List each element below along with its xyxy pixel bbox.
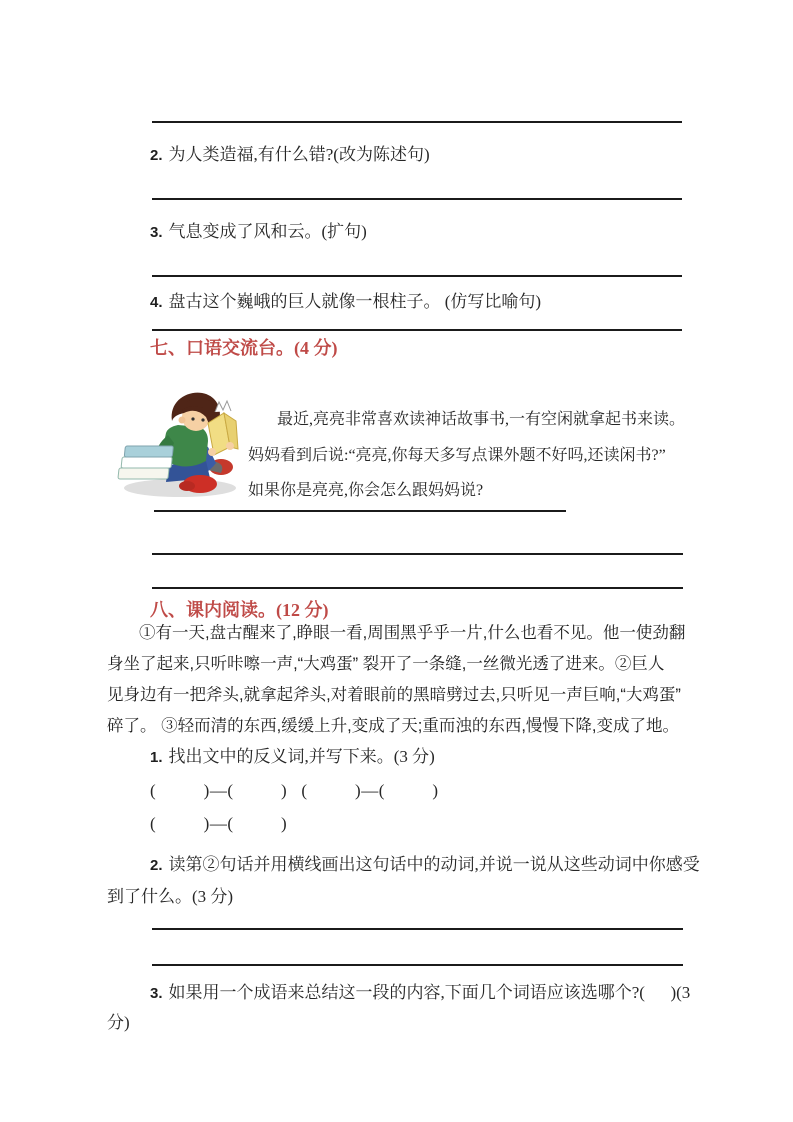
reading-question-2-number: 2.	[150, 857, 163, 874]
boy-figure	[118, 393, 238, 493]
answer-line-s7-1	[154, 510, 566, 512]
question-3-text: 气息变成了风和云。(扩句)	[168, 222, 367, 241]
passage-line-2: 身坐了起来,只听咔嚓一声,“大鸡蛋” 裂开了一条缝,一丝微光透了进来。②巨人	[107, 655, 665, 673]
question-2	[150, 144, 430, 167]
question-2-number: 2.	[150, 147, 163, 164]
reading-question-2-line-2	[107, 886, 233, 908]
reading-question-3-number: 3.	[150, 985, 163, 1002]
answer-line-s7-2	[152, 553, 683, 555]
reading-question-3-text-2: 分)	[107, 1013, 130, 1032]
reading-question-2-line-1	[150, 854, 700, 877]
reading-question-1-text: 找出文中的反义词,并写下来。(3 分)	[168, 747, 435, 766]
reading-question-3-line-1	[150, 982, 690, 1005]
section-7-heading: 七、口语交流台。(4 分)	[150, 338, 338, 358]
reading-question-3-text-1: 如果用一个成语来总结这一段的内容,下面几个词语应该选哪个?( )(3	[168, 983, 691, 1002]
book-stack	[118, 446, 173, 479]
answer-line-s7-3	[152, 587, 683, 589]
reading-question-3-line-2	[107, 1012, 130, 1034]
boy-reading-illustration	[108, 383, 240, 505]
reading-question-1	[150, 746, 435, 769]
dialogue-line-1: 最近,亮亮非常喜欢读神话故事书,一有空闲就拿起书来读。	[277, 411, 686, 428]
answer-line-q3	[152, 275, 682, 277]
answer-line-s8q2-2	[152, 964, 683, 966]
answer-line-q1	[152, 121, 682, 123]
reading-question-2-text-1: 读第②句话并用横线画出这句话中的动词,并说一说从这些动词中你感受	[168, 855, 700, 874]
question-4-text: 盘古这个巍峨的巨人就像一根柱子。 (仿写比喻句)	[168, 292, 542, 311]
question-3-number: 3.	[150, 224, 163, 241]
passage-line-4: 碎了。 ③轻而清的东西,缓缓上升,变成了天;重而浊的东西,慢慢下降,变成了地。	[107, 717, 680, 735]
answer-line-q4	[152, 329, 682, 331]
dialogue-line-2: 妈妈看到后说:“亮亮,你每天多写点课外题不好吗,还读闲书?”	[248, 447, 666, 464]
answer-line-s8q2-1	[152, 928, 683, 930]
question-3	[150, 221, 367, 244]
passage-line-3: 见身边有一把斧头,就拿起斧头,对着眼前的黑暗劈过去,只听见一声巨响,“大鸡蛋”	[107, 686, 681, 704]
antonym-blanks-row-2: ( )—( )	[150, 814, 288, 833]
question-2-text: 为人类造福,有什么错?(改为陈述句)	[168, 145, 430, 164]
reading-question-1-number: 1.	[150, 749, 163, 766]
answer-line-q2	[152, 198, 682, 200]
dialogue-line-3: 如果你是亮亮,你会怎么跟妈妈说?	[248, 482, 484, 499]
antonym-blanks-row-1: ( )—( ) ( )—( )	[150, 781, 439, 800]
question-4-number: 4.	[150, 294, 163, 311]
passage-line-1: ①有一天,盘古醒来了,睁眼一看,周围黑乎乎一片,什么也看不见。他一使劲翻	[139, 624, 686, 642]
reading-question-2-text-2: 到了什么。(3 分)	[107, 887, 234, 906]
question-4	[150, 291, 541, 314]
section-8-heading: 八、课内阅读。(12 分)	[150, 600, 329, 620]
